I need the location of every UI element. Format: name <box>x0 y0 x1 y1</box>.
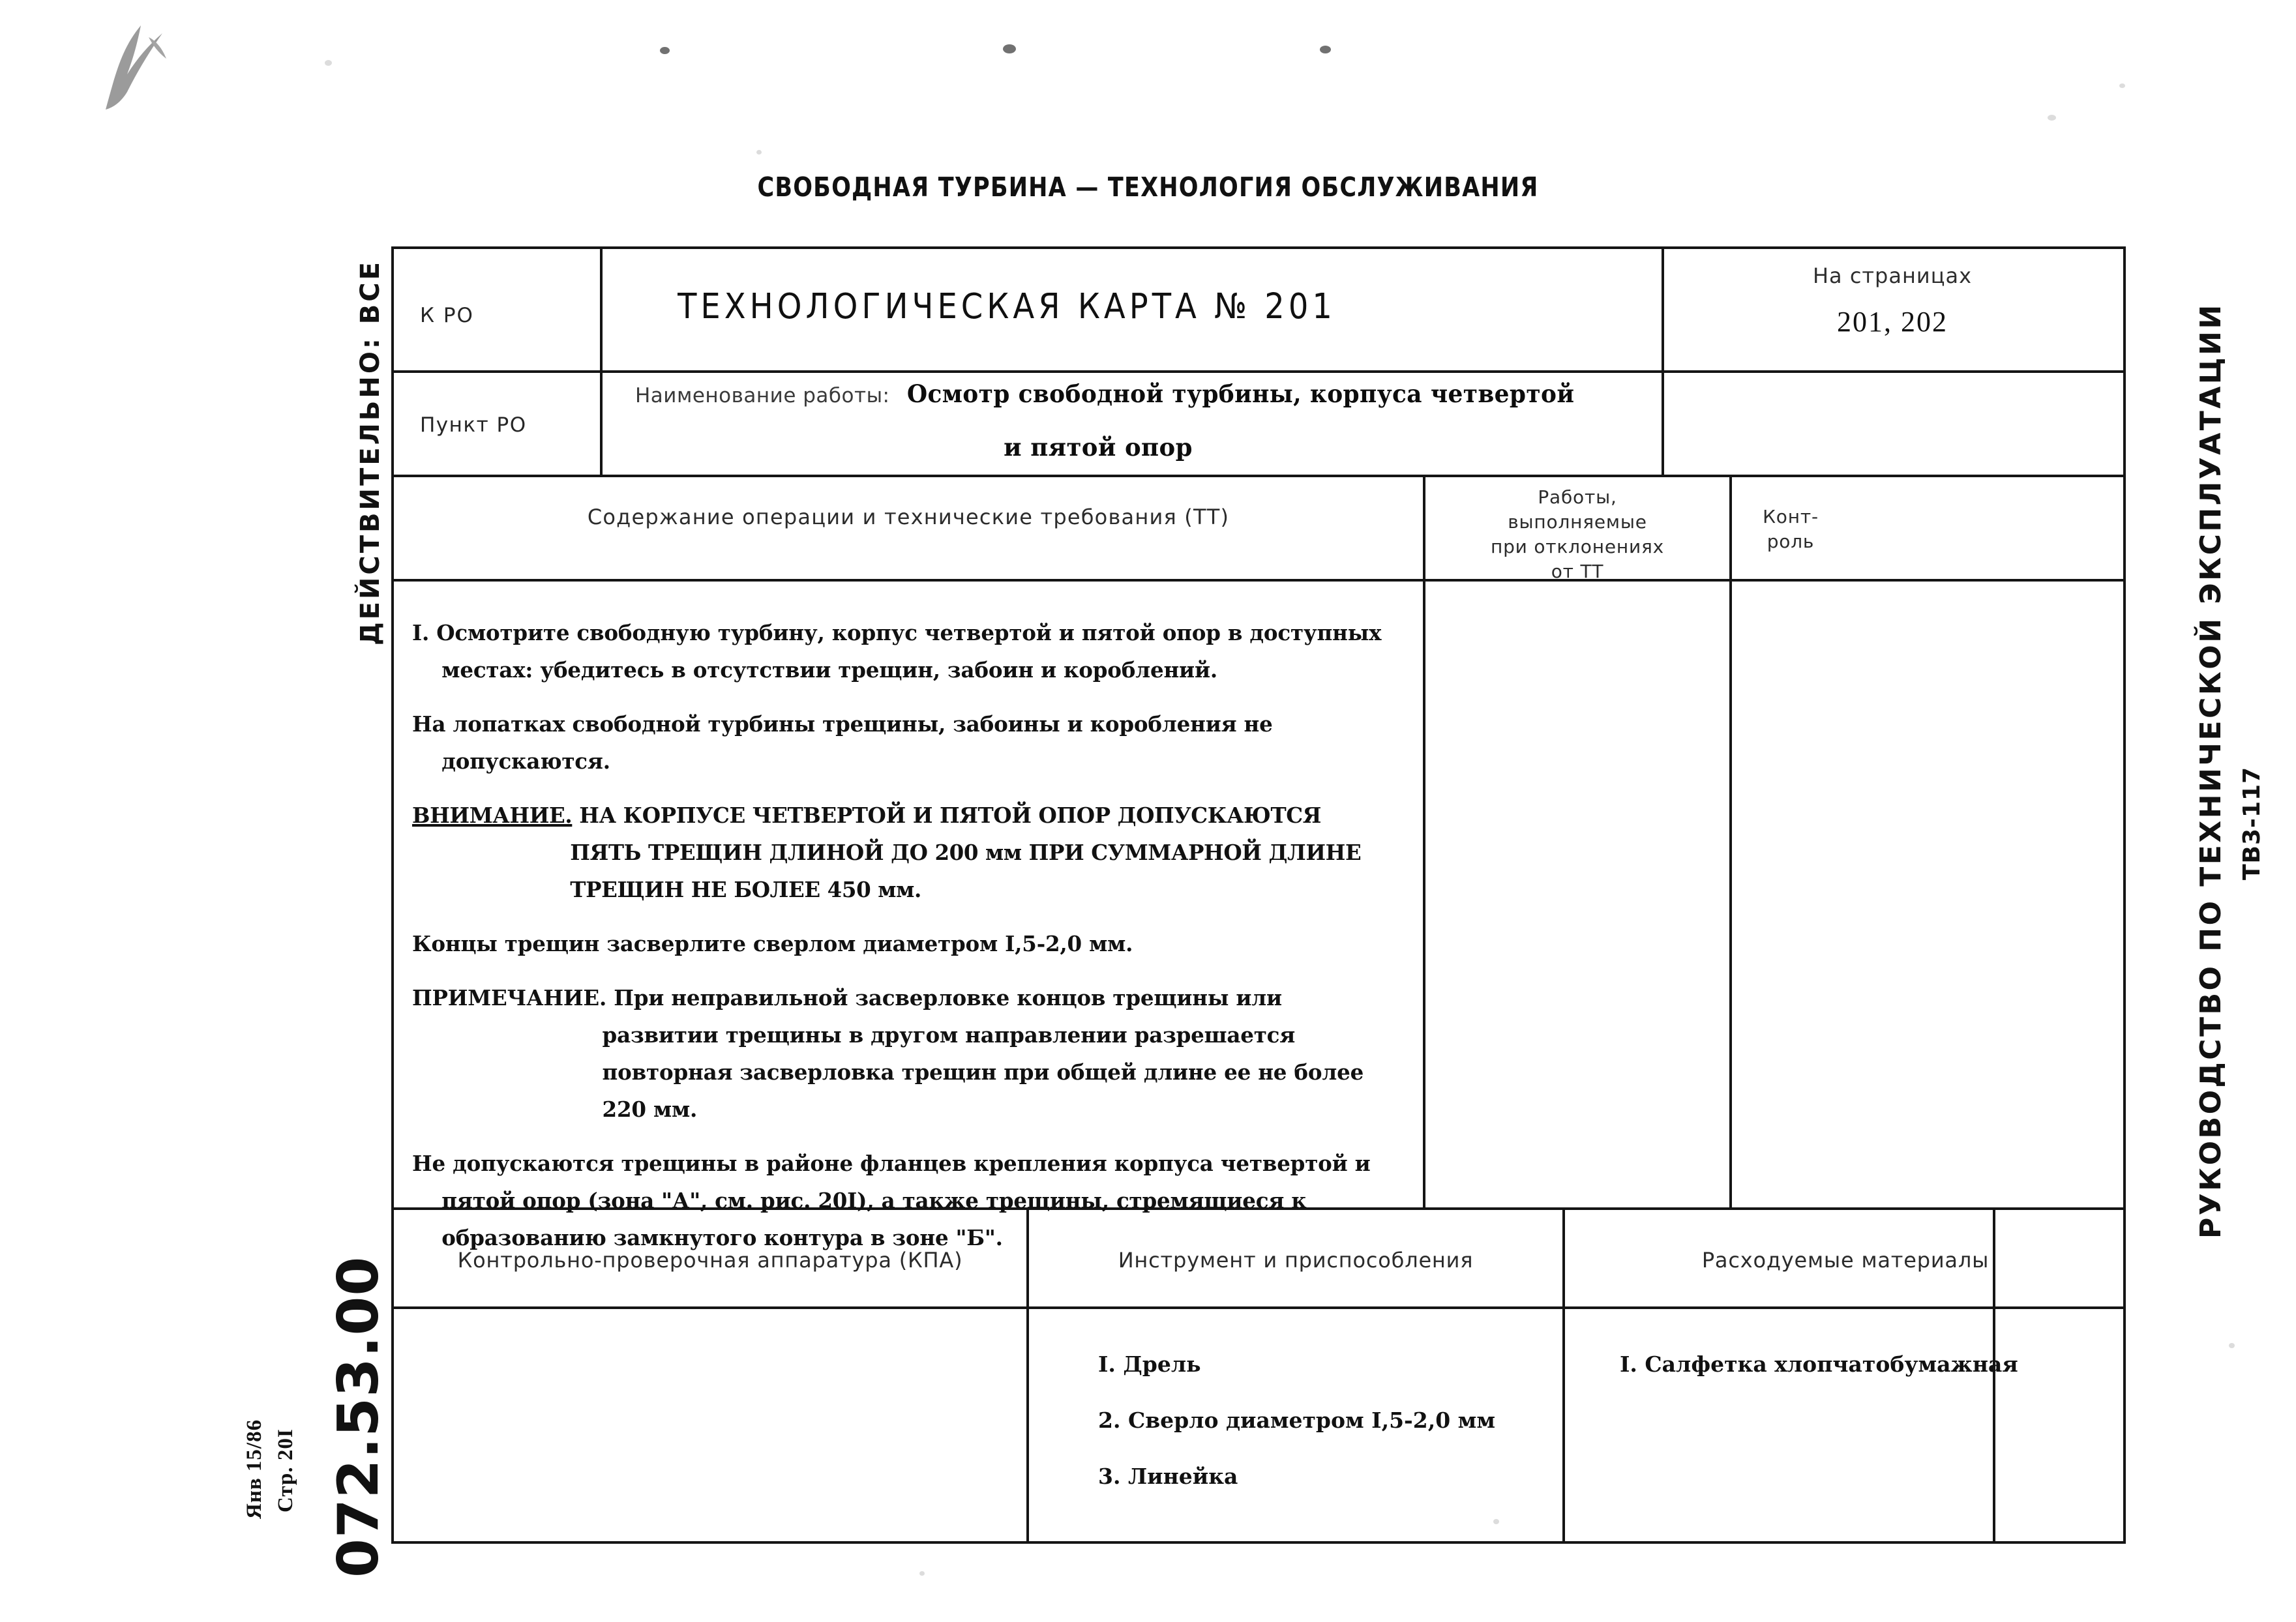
table-rule-vertical <box>1423 475 1425 1207</box>
operation-paragraph-1: I. Осмотрите свободную турбину, корпус четвертой и пятой опор в доступных местах: убедитесь в отсутствии трещин, забоин и короблений. <box>412 620 1382 683</box>
work-name-caption: Наименование работы: <box>635 384 890 407</box>
ro-item-label: Пункт РО <box>420 413 527 437</box>
ro-reference-label: К РО <box>420 304 474 327</box>
pages-caption: На страницах <box>1812 263 1973 288</box>
list-item: I. Салфетка хлопчатобумажная <box>1620 1351 2018 1377</box>
note-label: ПРИМЕЧАНИЕ. <box>412 985 607 1010</box>
margin-validity-note: ДЕЙСТВИТЕЛЬНО: ВСЕ <box>355 259 385 645</box>
column-header-control-line-2: роль <box>1767 531 1815 552</box>
column-header-control <box>1732 505 1849 554</box>
list-item: 2. Сверло диаметром I,5-2,0 мм <box>1098 1408 1495 1433</box>
column-header-deviations-line-2: выполняемые <box>1508 511 1647 533</box>
footer-materials-list <box>1620 1336 2115 1393</box>
margin-manual-title: РУКОВОДСТВО ПО ТЕХНИЧЕСКОЙ ЭКСПЛУАТАЦИИ <box>2194 302 2228 1239</box>
column-header-content: Содержание операции и технические требования (ТТ) <box>587 505 1230 529</box>
column-header-deviations-line-3: при отклонениях <box>1490 536 1664 557</box>
footer-tools-list <box>1098 1336 1555 1505</box>
pages-value: 201, 202 <box>1837 306 1948 338</box>
page-header-title: СВОБОДНАЯ ТУРБИНА — ТЕХНОЛОГИЯ ОБСЛУЖИВАНИЯ <box>757 172 1539 203</box>
operation-paragraph-2: На лопатках свободной турбины трещины, забоины и коробления не допускаются. <box>412 711 1273 774</box>
pages-cell <box>1664 263 2121 338</box>
scan-speck <box>1003 44 1016 53</box>
operation-content-cell <box>412 614 1403 1271</box>
column-header-control-line-1: Конт- <box>1763 506 1819 527</box>
margin-page-reference: Стр. 20I <box>274 1428 297 1512</box>
table-rule-horizontal <box>394 1306 2123 1309</box>
operation-note <box>412 979 1388 1128</box>
footer-header-materials: Расходуемые материалы <box>1701 1248 1990 1273</box>
footer-header-tools: Инструмент и приспособления <box>1118 1248 1474 1273</box>
operation-paragraph-4: Концы трещин засверлите сверлом диаметром I,5-2,0 мм. <box>412 931 1133 956</box>
table-rule-horizontal <box>394 579 2123 582</box>
scan-speck <box>325 60 332 66</box>
scan-speck <box>2119 83 2125 88</box>
column-header-deviations-line-4: от ТТ <box>1551 561 1604 582</box>
scan-speck <box>660 47 670 54</box>
card-title: ТЕХНОЛОГИЧЕСКАЯ КАРТА № 201 <box>678 286 1336 327</box>
technology-card-table <box>391 246 2126 1544</box>
table-rule-vertical <box>600 249 603 475</box>
footer-header-kpa: Контрольно-проверочная аппаратура (КПА) <box>457 1248 963 1273</box>
margin-date-reference: Янв 15/86 <box>243 1419 266 1519</box>
work-name-line-2: и пятой опор <box>1004 433 1193 462</box>
list-item: 3. Линейка <box>1098 1464 1238 1489</box>
note-text: При неправильной засверловке концов трещины или развитии трещины в другом направлении разрешается повторная засверловка трещин при общей длине ее не более 220 мм. <box>602 985 1364 1122</box>
scan-speck <box>919 1571 925 1576</box>
table-rule-vertical <box>1729 475 1732 1207</box>
work-name-line-1 <box>635 379 1639 408</box>
work-name-value: Осмотр свободной турбины, корпуса четвертой <box>906 379 1574 408</box>
scan-speck <box>756 150 762 155</box>
warning-label: ВНИМАНИЕ. <box>412 803 573 828</box>
margin-engine-model: ТВ3-117 <box>2239 766 2265 880</box>
list-item: I. Дрель <box>1098 1351 1201 1377</box>
table-rule-horizontal <box>394 475 2123 477</box>
column-header-deviations <box>1425 485 1729 584</box>
column-header-deviations-line-1: Работы, <box>1538 486 1617 508</box>
table-rule-horizontal <box>394 370 2123 373</box>
work-name-cell <box>635 379 1639 462</box>
operation-paragraph-6: Не допускаются трещины в районе фланцев крепления корпуса четвертой и пятой опор (зона "А", см. рис. 20I), а также трещины, стремящиеся к образованию замкнутого контура в зоне "Б". <box>412 1151 1371 1250</box>
scan-speck <box>2229 1343 2235 1348</box>
scan-speck <box>2048 115 2056 121</box>
scan-speck <box>1320 46 1331 53</box>
scan-blotch <box>91 20 202 117</box>
margin-ata-chapter: 072.53.00 <box>326 1256 391 1578</box>
warning-text: НА КОРПУСЕ ЧЕТВЕРТОЙ И ПЯТОЙ ОПОР ДОПУСКАЮТСЯ ПЯТЬ ТРЕЩИН ДЛИНОЙ ДО 200 мм ПРИ СУММАРНОЙ ДЛИНЕ ТРЕЩИН НЕ БОЛЕЕ 450 мм. <box>570 803 1362 902</box>
operation-warning <box>412 797 1388 908</box>
